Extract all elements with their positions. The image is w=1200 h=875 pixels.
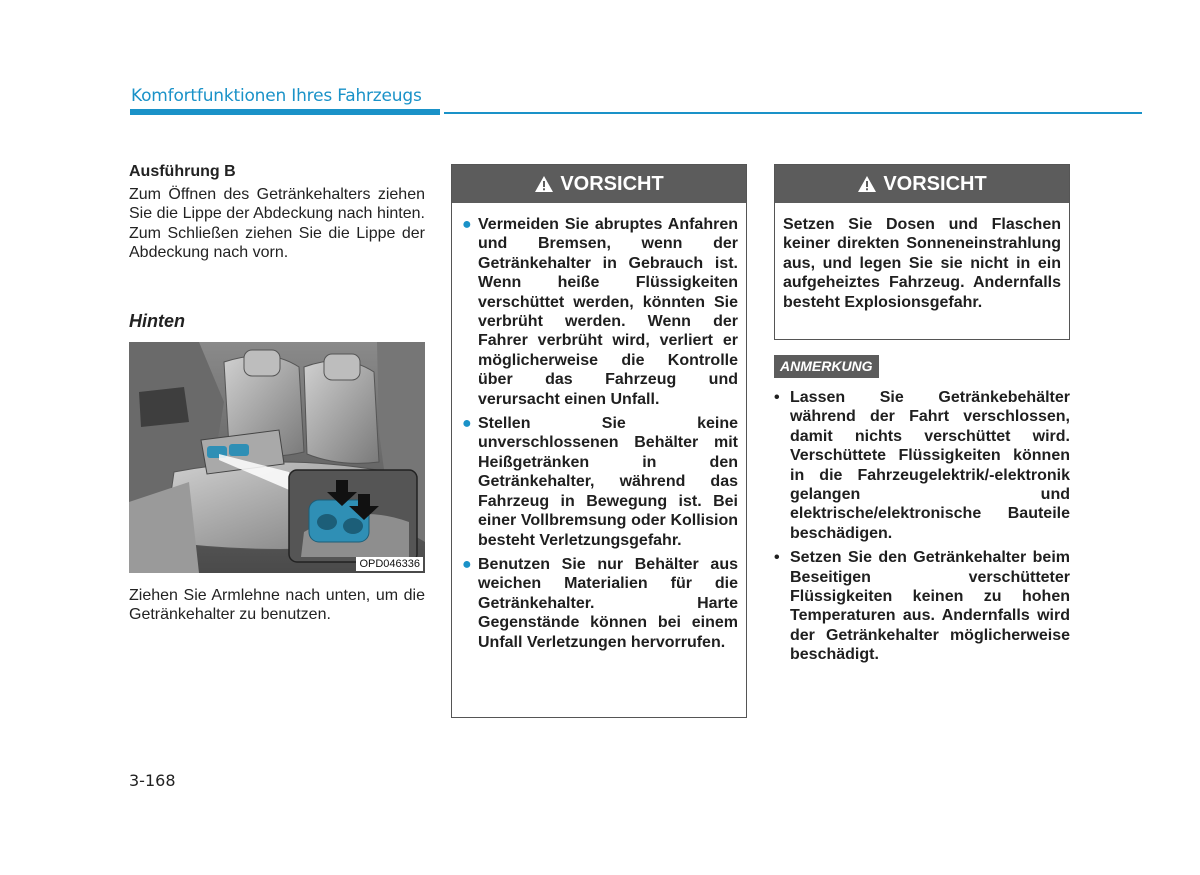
header-rule-thin [444,112,1142,114]
page-number: 3-168 [129,771,176,790]
caution-box-2 [774,164,1070,340]
caution-header [775,165,1069,203]
list-item: ● Vermeiden Sie abruptes Anfahren und Bremsen, wenn der Getränkehalter in Gebrauch ist. Wenn heiße Flüssigkeiten verschüttet werden, könnten Sie verbrüht werden. Wenn der Fahrer verbrüht wird, verliert er möglicherweise die Kontrolle über das Fahrzeug und verursacht einen Unfall. [462,216,738,408]
body-paragraph: Zum Öffnen des Getränkehalters ziehen Sie die Lippe der Abdeckung nach hinten. Zum Schließen ziehen Sie die Lippe der Abdeckung nach vorn. [129,186,425,262]
bullet-icon: ● [462,216,472,233]
warning-triangle-icon [857,175,877,193]
list-item: ● Stellen Sie keine unverschlossenen Behälter mit Heißgetränken in den Getränkehalter, während das Fahrzeug in Bewegung ist. Bei einer Vollbremsung oder Kollision besteht Verletzungsgefahr. [462,415,738,549]
warning-triangle-icon [534,175,554,193]
note-list [774,388,1070,670]
bullet-icon: ● [462,415,472,433]
caution-title: VORSICHT [560,172,664,195]
subheading: Ausführung B [129,163,236,180]
bullet-icon: ● [462,555,472,573]
list-item: ● Benutzen Sie nur Behälter aus weichen Materialien für die Getränkehalter. Harte Gegenstände können bei einem Unfall Verletzungen hervorrufen. [462,555,738,651]
figure-code: OPD046336 [356,557,423,571]
figure-caption: Ziehen Sie Armlehne nach unten, um die Getränkehalter zu benutzen. [129,587,425,624]
list-item: • Setzen Sie den Getränkehalter beim Beseitigen verschütteter Flüssigkeiten keinen zu hohen Temperaturen aus. Andernfalls wird der Getränkehalter möglicherweise beschädigt. [774,549,1070,664]
caution-text: Setzen Sie Dosen und Flaschen keiner direkten Sonneneinstrahlung aus, und legen Sie sie nicht in ein aufgeheiztes Fahrzeug. Andernfalls besteht Explosionsgefahr. [783,216,1061,311]
caution-box-1 [451,164,747,718]
caution-list [460,215,738,652]
section-heading: Hinten [129,311,185,331]
section-header-title: Komfortfunktionen Ihres Fahrzeugs [131,86,422,106]
rear-armrest-cupholder-figure [129,342,425,573]
caution-title: VORSICHT [883,172,987,195]
caution-body [775,203,1069,322]
list-item: • Lassen Sie Getränkebehälter während der Fahrt verschlossen, damit nichts verschüttet wird. Verschüttete Flüssigkeiten können in die Fahrzeugelektrik/-elektronik gelangen und elektrische/elektronische Bauteile beschädigen. [774,389,1070,542]
header-rule-thick [130,109,440,115]
left-column [129,162,425,624]
car-interior-illustration [129,342,425,573]
note-badge: ANMERKUNG [774,355,879,378]
caution-body [452,203,746,667]
caution-header [452,165,746,203]
bullet-icon: • [774,549,780,567]
bullet-icon: • [774,389,780,406]
